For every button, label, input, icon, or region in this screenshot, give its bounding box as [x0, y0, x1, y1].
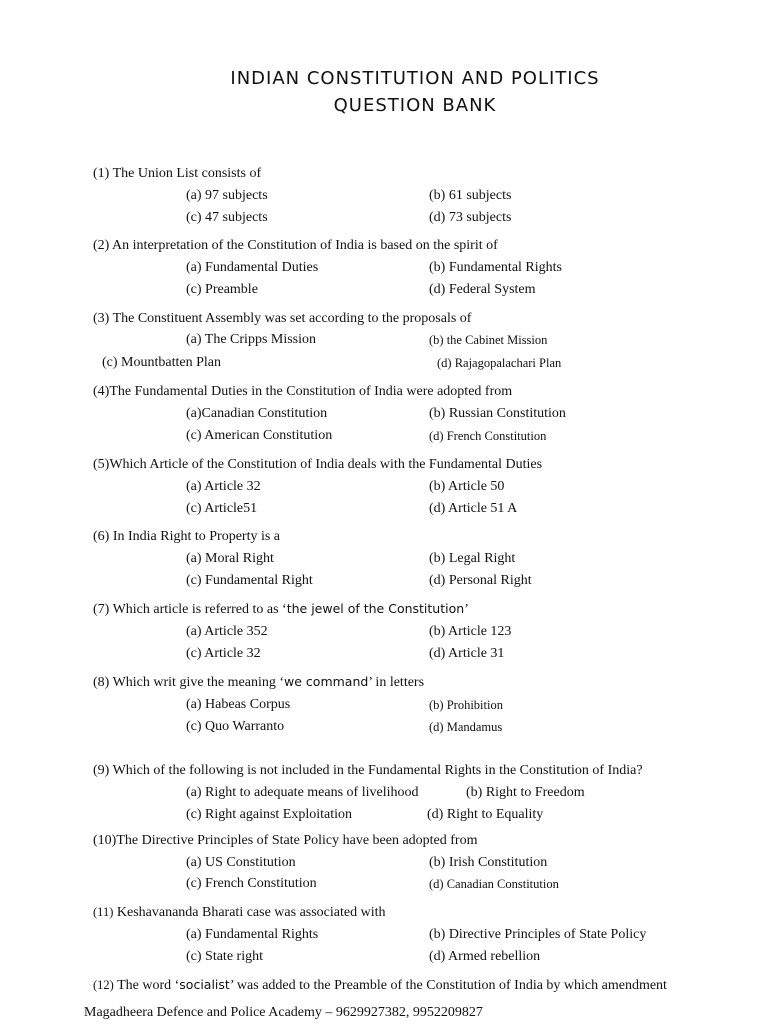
q6-option-d: (d) Personal Right [429, 573, 532, 588]
q8-option-c: (c) Quo Warranto [186, 719, 285, 734]
q7-option-c: (c) Article 32 [186, 646, 261, 661]
q10-option-c: (c) French Constitution [186, 876, 317, 891]
q3-option-d: (d) Rajagopalachari Plan [437, 356, 562, 370]
question-1: (1) The Union List consists of [93, 166, 262, 181]
q11-option-d: (d) Armed rebellion [429, 949, 541, 964]
q8-option-a: (a) Habeas Corpus [186, 697, 291, 712]
q1-option-d: (d) 73 subjects [429, 210, 512, 225]
question-7-close: ’ [464, 602, 469, 617]
question-11-text: Keshavananda Bharati case was associated with [113, 905, 386, 920]
q6-option-c: (c) Fundamental Right [186, 573, 313, 588]
q10-option-a: (a) US Constitution [186, 855, 296, 870]
q10-option-d: (d) Canadian Constitution [429, 877, 559, 891]
q11-option-c: (c) State right [186, 949, 263, 964]
page-footer: Magadheera Defence and Police Academy – 9629927382, 9952209827 [84, 1005, 483, 1020]
question-11-number: (11) [93, 905, 114, 919]
q6-option-b: (b) Legal Right [429, 551, 516, 566]
q2-option-d: (d) Federal System [429, 282, 536, 297]
question-7 [93, 601, 469, 618]
question-8 [93, 674, 424, 691]
q7-option-b: (b) Article 123 [429, 624, 512, 639]
q9-option-d: (d) Right to Equality [427, 807, 544, 822]
q4-option-b: (b) Russian Constitution [429, 406, 566, 421]
question-12 [93, 977, 667, 994]
question-7-quoted: the jewel of the Constitution [286, 601, 465, 616]
q8-option-b: (b) Prohibition [429, 698, 503, 712]
q1-option-b: (b) 61 subjects [429, 188, 512, 203]
q2-option-b: (b) Fundamental Rights [429, 260, 562, 275]
q9-option-c: (c) Right against Exploitation [186, 807, 353, 822]
q10-option-b: (b) Irish Constitution [429, 855, 548, 870]
q3-option-a: (a) The Cripps Mission [186, 332, 317, 347]
q9-option-b: (b) Right to Freedom [466, 785, 585, 800]
question-12-quoted: socialist [179, 977, 230, 992]
q5-option-d: (d) Article 51 A [429, 501, 518, 516]
q9-option-a: (a) Right to adequate means of livelihood [186, 785, 419, 800]
question-9: (9) Which of the following is not included in the Fundamental Rights in the Constitution of India? [93, 763, 643, 778]
question-4: (4)The Fundamental Duties in the Constitution of India were adopted from [93, 384, 513, 399]
q4-option-c: (c) American Constitution [186, 428, 333, 443]
question-12-rest: ’ was added to the Preamble of the Constitution of India by which amendment [229, 978, 667, 993]
q7-option-a: (a) Article 352 [186, 624, 268, 639]
question-12-number: (12) [93, 978, 114, 992]
q5-option-a: (a) Article 32 [186, 479, 261, 494]
q4-option-d: (d) French Constitution [429, 429, 547, 443]
document-subtitle: QUESTION BANK [333, 95, 497, 116]
question-3: (3) The Constituent Assembly was set according to the proposals of [93, 311, 472, 326]
q8-option-d: (d) Mandamus [429, 720, 503, 734]
question-10: (10)The Directive Principles of State Policy have been adopted from [93, 833, 478, 848]
q1-option-a: (a) 97 subjects [186, 188, 268, 203]
q2-option-a: (a) Fundamental Duties [186, 260, 319, 275]
q11-option-b: (b) Directive Principles of State Policy [429, 927, 647, 942]
question-6: (6) In India Right to Property is a [93, 529, 281, 544]
q7-option-d: (d) Article 31 [429, 646, 505, 661]
q5-option-c: (c) Article51 [186, 501, 258, 516]
question-5: (5)Which Article of the Constitution of India deals with the Fundamental Duties [93, 457, 543, 472]
q4-option-a: (a)Canadian Constitution [186, 406, 328, 421]
q3-option-c: (c) Mountbatten Plan [102, 355, 221, 370]
question-11 [93, 905, 386, 921]
q11-option-a: (a) Fundamental Rights [186, 927, 319, 942]
question-2: (2) An interpretation of the Constitution of India is based on the spirit of [93, 238, 498, 253]
q1-option-c: (c) 47 subjects [186, 210, 268, 225]
q3-option-b: (b) the Cabinet Mission [429, 333, 548, 347]
question-8-rest: ’ in letters [368, 675, 425, 690]
question-8-text: (8) Which writ give the meaning ‘ [93, 675, 285, 690]
q2-option-c: (c) Preamble [186, 282, 258, 297]
document-title: INDIAN CONSTITUTION AND POLITICS [230, 68, 600, 89]
q5-option-b: (b) Article 50 [429, 479, 505, 494]
question-12-text: The word ‘ [113, 978, 180, 993]
question-7-text: (7) Which article is referred to as ‘ [93, 602, 287, 617]
question-8-quoted: we command [284, 674, 369, 689]
q6-option-a: (a) Moral Right [186, 551, 274, 566]
